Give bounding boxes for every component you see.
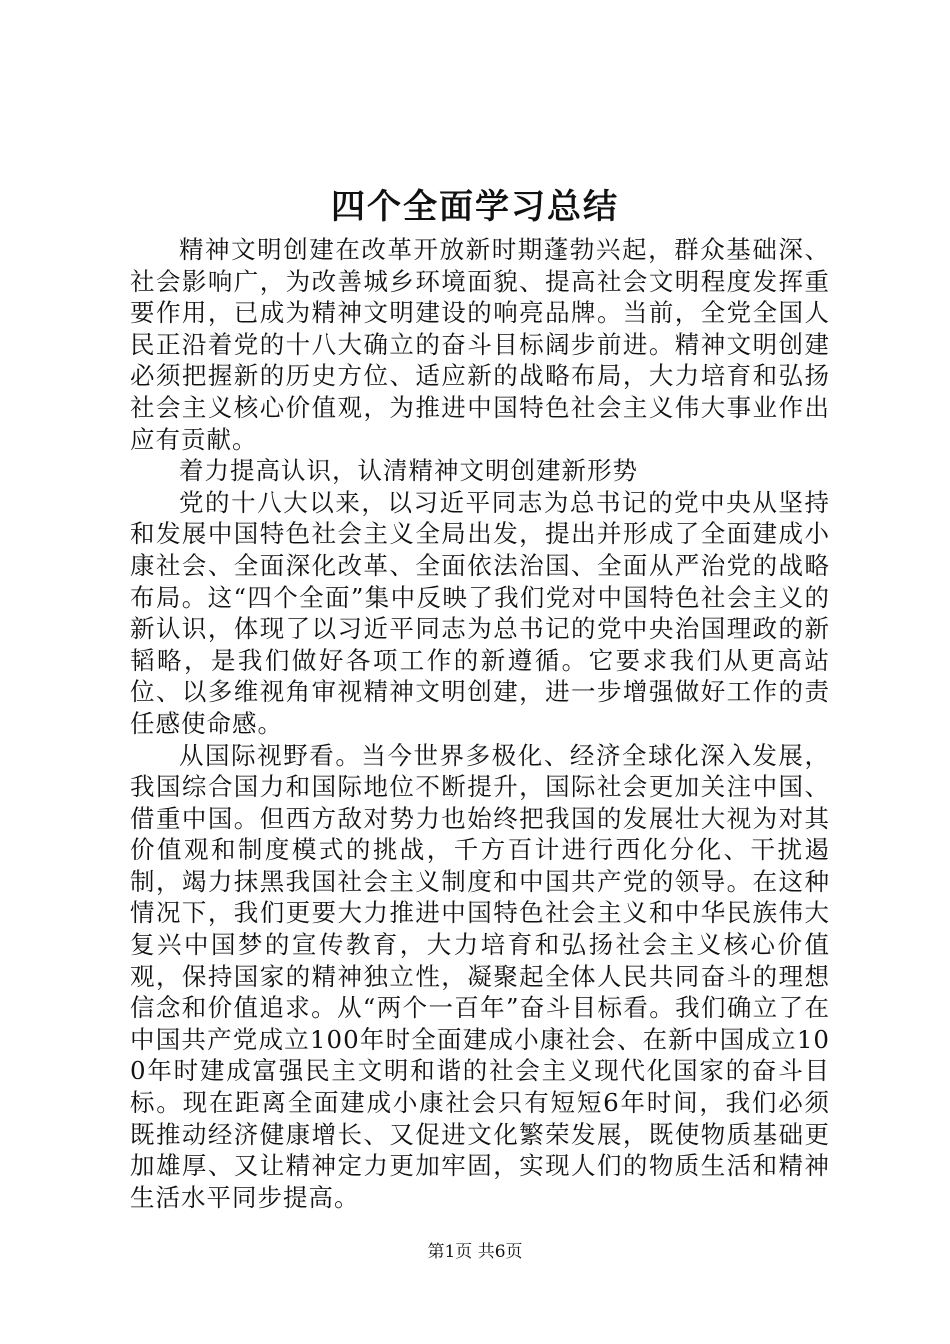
paragraph-intro: 精神文明创建在改革开放新时期蓬勃兴起，群众基础深、社会影响广，为改善城乡环境面貌、提高社会文明程度发挥重要作用，已成为精神文明建设的响亮品牌。当前，全党全国人民正沿着党的十八大确立的奋斗目标阔步前进。精神文明创建必须把握新的历史方位、适应新的战略布局，大力培育和弘扬社会主义核心价值观，为推进中国特色社会主义伟大事业作出应有贡献。	[130, 235, 830, 454]
section-heading: 着力提高认识，认清精神文明创建新形势	[179, 456, 638, 486]
paragraph-four-comprehensives: 党的十八大以来，以习近平同志为总书记的党中央从坚持和发展中国特色社会主义全局出发，提出并形成了全面建成小康社会、全面深化改革、全面依法治国、全面从严治党的战略布局。这“四个全面”集中反映了我们党对中国特色社会主义的新认识，体现了以习近平同志为总书记的党中央治国理政的新韬略，是我们做好各项工作的新遵循。它要求我们从更高站位、以多维视角审视精神文明创建，进一步增强做好工作的责任感使命感。	[130, 487, 830, 738]
document-body	[130, 234, 830, 1213]
paragraph-international-view: 从国际视野看。当今世界多极化、经济全球化深入发展，我国综合国力和国际地位不断提升，国际社会更加关注中国、借重中国。但西方敌对势力也始终把我国的发展壮大视为对其价值观和制度模式的挑战，千方百计进行西化分化、干扰遏制，竭力抹黑我国社会主义制度和中国共产党的领导。在这种情况下，我们更要大力推进中国特色社会主义和中华民族伟大复兴中国梦的宣传教育，大力培育和弘扬社会主义核心价值观，保持国家的精神独立性，凝聚起全体人民共同奋斗的理想信念和价值追求。从“两个一百年”奋斗目标看。我们确立了在中国共产党成立100年时全面建成小康社会、在新中国成立100年时建成富强民主文明和谐的社会主义现代化国家的奋斗目标。现在距离全面建成小康社会只有短短6年时间，我们必须既推动经济健康增长、又促进文化繁荣发展，既使物质基础更加雄厚、又让精神定力更加牢固，实现人们的物质生活和精神生活水平同步提高。	[130, 740, 830, 1212]
document-title: 四个全面学习总结	[331, 187, 619, 227]
page-number-footer: 第1页 共6页	[427, 1242, 523, 1262]
